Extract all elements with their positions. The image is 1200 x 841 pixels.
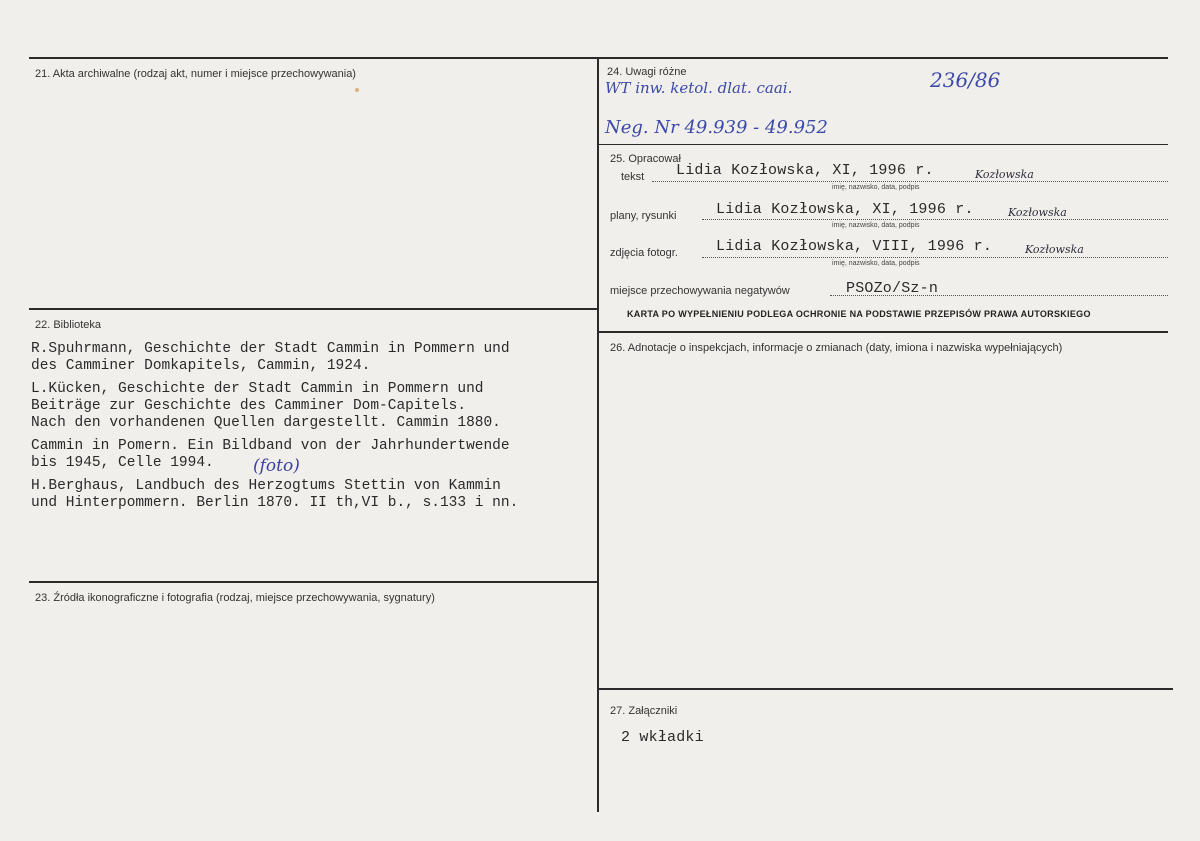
section-27-label: 27. Załączniki: [610, 705, 678, 717]
rule-25-26: [597, 331, 1168, 333]
drawings-author-caption: imię, nazwisko, data, podpis: [832, 222, 920, 229]
section-26-label: 26. Adnotacje o inspekcjach, informacje o zmianach (daty, imiona i nazwiska wypełniających): [610, 342, 1063, 354]
remarks-handwritten-line-1: WT inw. ketol. dlat. caai.: [605, 79, 793, 97]
bibliography-entry-2: L.Kücken, Geschichte der Stadt Cammin in Pommern und Beiträge zur Geschichte des Camminer Dom-Capitels. Nach den vorhandenen Quellen dargestellt. Cammin 1880.: [31, 381, 501, 431]
rule-22-23: [29, 581, 597, 583]
section-22-label: 22. Biblioteka: [35, 319, 102, 331]
text-author-signature: Kozłowska: [975, 168, 1034, 181]
copyright-warning: KARTA PO WYPEŁNIENIU PODLEGA OCHRONIE NA PODSTAWIE PRZEPISÓW PRAWA AUTORSKIEGO: [627, 309, 1091, 319]
rule-26-27: [597, 688, 1173, 690]
drawings-author-value: Lidia Kozłowska, XI, 1996 r.: [716, 201, 974, 218]
remarks-handwritten-line-2: Neg. Nr 49.939 - 49.952: [605, 117, 828, 138]
rule-24-25: [597, 144, 1168, 145]
drawings-author-signature: Kozłowska: [1008, 206, 1067, 219]
bibliography-entry-4: H.Berghaus, Landbuch des Herzogtums Stettin von Kammin und Hinterpommern. Berlin 1870. II th,VI b., s.133 i nn.: [31, 478, 519, 511]
column-divider: [597, 57, 599, 812]
bibliography: [31, 341, 597, 518]
photos-author-caption: imię, nazwisko, data, podpis: [832, 260, 920, 267]
rule-21-22: [29, 308, 597, 310]
section-23-label: 23. Źródła ikonograficzne i fotografia (rodzaj, miejsce przechowywania, sygnatury): [35, 592, 435, 604]
drawings-author-line: [702, 219, 1168, 220]
drawings-author-label: plany, rysunki: [610, 210, 677, 222]
photos-author-value: Lidia Kozłowska, VIII, 1996 r.: [716, 238, 993, 255]
text-author-label: tekst: [621, 171, 645, 183]
text-author-caption: imię, nazwisko, data, podpis: [832, 184, 920, 191]
negatives-location-label: miejsce przechowywania negatywów: [610, 285, 790, 297]
text-author-value: Lidia Kozłowska, XI, 1996 r.: [676, 162, 934, 179]
photos-author-label: zdjęcia fotogr.: [610, 247, 678, 259]
photos-author-line: [702, 257, 1168, 258]
negatives-location-value: PSOZo/Sz-n: [846, 280, 939, 297]
section-25-label: 25. Opracował: [610, 153, 681, 165]
foto-handwritten-note: (foto): [253, 456, 300, 476]
section-21-label: 21. Akta archiwalne (rodzaj akt, numer i miejsce przechowywania): [35, 68, 356, 80]
section-24-label: 24. Uwagi różne: [607, 66, 687, 78]
attachments-value: 2 wkładki: [621, 729, 704, 746]
remarks-handwritten-number: 236/86: [930, 68, 1001, 92]
bibliography-entry-1: R.Spuhrmann, Geschichte der Stadt Cammin in Pommern und des Camminer Domkapitels, Cammin, 1924.: [31, 341, 510, 374]
bibliography-entry-3: Cammin in Pomern. Ein Bildband von der Jahrhundertwende bis 1945, Celle 1994.: [31, 438, 510, 471]
photos-author-signature: Kozłowska: [1025, 243, 1084, 256]
text-author-line: [652, 181, 1168, 182]
paper-stain: [355, 88, 359, 92]
